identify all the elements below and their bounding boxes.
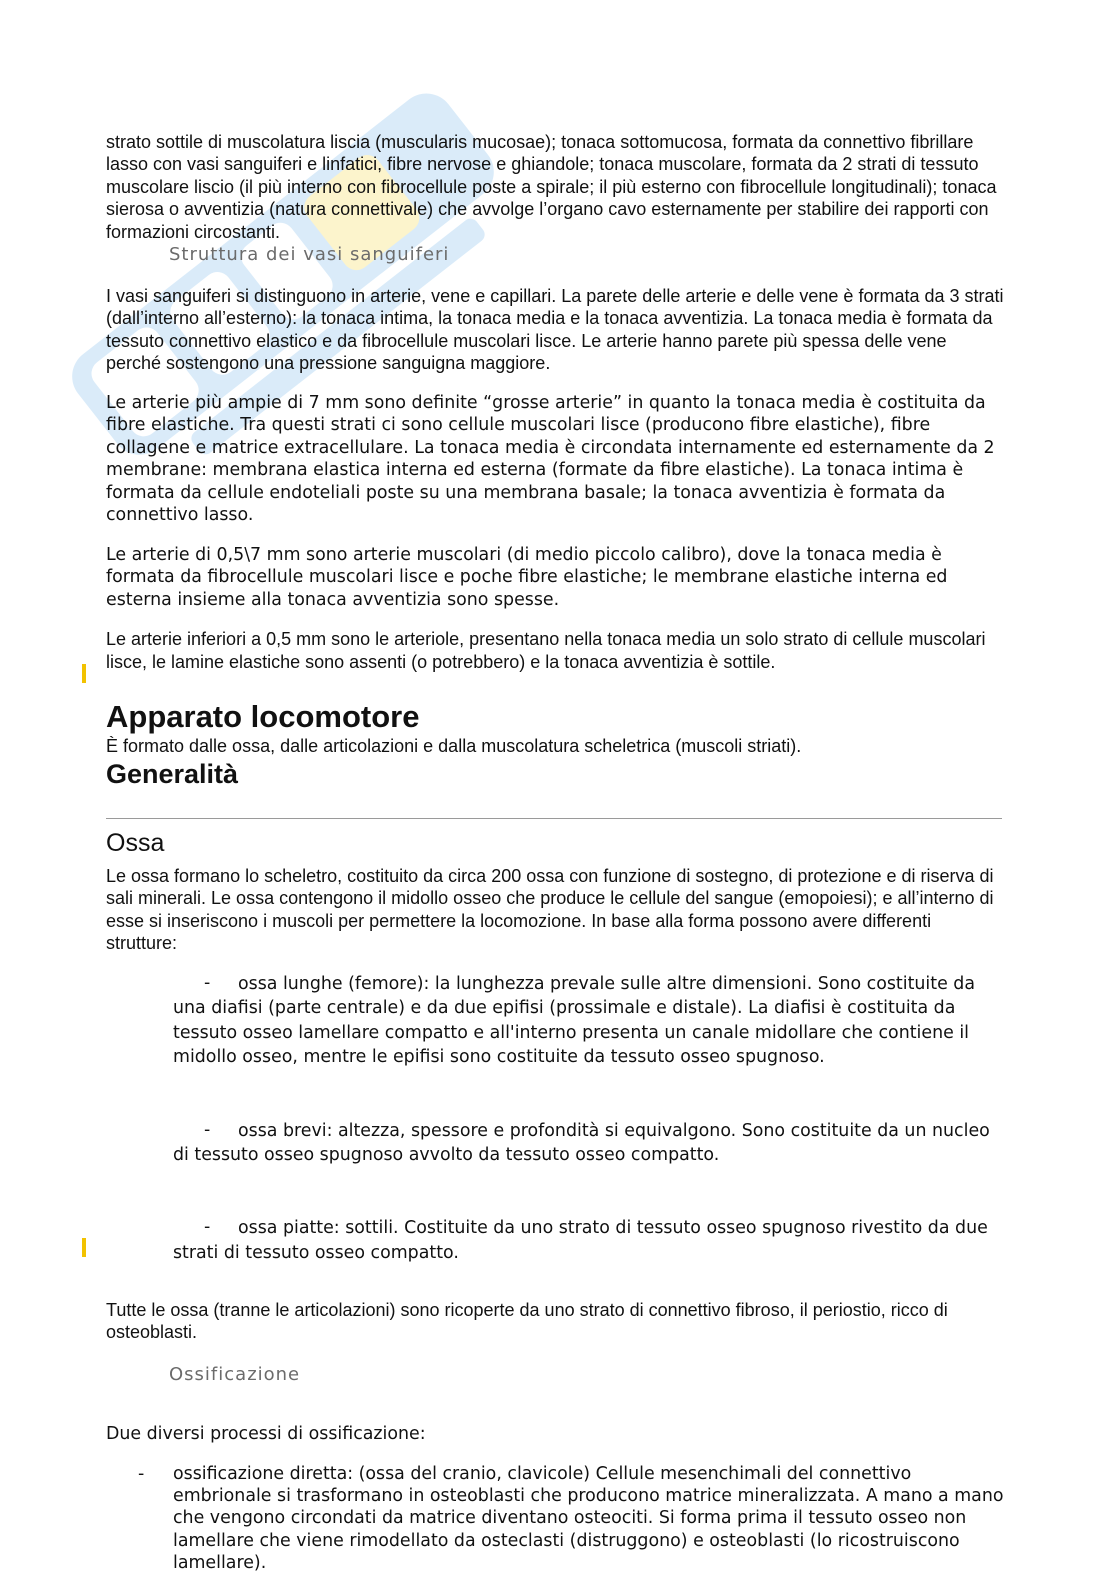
highlight-marker xyxy=(82,1238,86,1257)
intro-continuation: strato sottile di muscolatura liscia (muscularis mucosae); tonaca sottomucosa, formata da connettivo fibrillare lasso con vasi sanguiferi e linfatici, fibre nervose e ghiandole; tonaca muscolare, formata da 2 strati di tessuto muscolare liscio (il più interno con fibrocellule poste a spirale; il più esterno con fibrocellule longitudinali); tonaca sierosa o avventizia (natura connettivale) che avvolge l’organo cavo esternamente per stabilire dei rapporti con formazioni circostanti. xyxy=(106,132,997,242)
paragraph-vasi-2: Le arterie più ampie di 7 mm sono definite “grosse arterie” in quanto la tonaca media è costituita da fibre elastiche. Tra questi strati ci sono cellule muscolari lisce (producono fibre elastiche), fibre collagene e matrice extracellulare. La tonaca media è circondata internamente ed esternamente da 2 membrane: membrana elastica interna ed esterna (formate da fibre elastiche). La tonaca intima è formata da cellule endoteliali poste su una membrana basale; la tonaca avventizia è formata da connettivo lasso. xyxy=(106,393,995,526)
paragraph-vasi-1: I vasi sanguiferi si distinguono in arterie, vene e capillari. La parete delle arterie e delle vene è formata da 3 strati (dall’interno all’esterno): la tonaca intima, la tonaca media e la tonaca avventizia. La tonaca media è formata da tessuto connettivo elastico e da fibrocellule muscolari lisce. Le arterie hanno parete più spessa delle vene perché sostengono una pressione sanguigna maggiore. xyxy=(106,286,1004,374)
subheading-ossificazione: Ossificazione xyxy=(169,1364,301,1386)
subheading-vasi: Struttura dei vasi sanguiferi xyxy=(169,244,450,266)
section-title-ossa: Ossa xyxy=(106,828,165,857)
paragraph-ossa: Le ossa formano lo scheletro, costituito da circa 200 ossa con funzione di sostegno, di protezione e di riserva di sali minerali. Le ossa contengono il midollo osseo che produce le cellule del sangue (emopoiesi); e all’interno di esse si inseriscono i muscoli per permettere la locomozione. In base alla forma possono avere differenti strutture: xyxy=(106,865,994,953)
apparato-description: È formato dalle ossa, dalle articolazioni e dalla muscolatura scheletrica (muscoli striati). xyxy=(106,736,802,757)
paragraph-periostio: Tutte le ossa (tranne le articolazioni) sono ricoperte da uno strato di connettivo fibroso, il periostio, ricco di osteoblasti. xyxy=(106,1299,948,1343)
ossificazione-intro: Due diversi processi di ossificazione: xyxy=(106,1423,426,1444)
paragraph-vasi-4: Le arterie inferiori a 0,5 mm sono le arteriole, presentano nella tonaca media un solo strato di cellule muscolari lisce, le lamine elastiche sono assenti (o potrebbero) e la tonaca avventizia è sottile. xyxy=(106,629,986,672)
document-page xyxy=(106,131,1006,1592)
section-title-apparato: Apparato locomotore xyxy=(106,699,420,735)
list-item-ossa-piatte: - ossa piatte: sottili. Costituite da uno strato di tessuto osseo spugnoso rivestito da due strati di tessuto osseo compatto. xyxy=(173,1217,988,1263)
highlight-marker xyxy=(82,664,86,683)
list-item-ossificazione-diretta: - ossificazione diretta: (ossa del cranio, clavicole) Cellule mesenchimali del connettivo embrionale si trasformano in osteoblasti che producono matrice mineralizzata. A mano a mano che vengono circondati da matrice diventano osteociti. Si forma prima il tessuto osseo non lamellare che viene rimodellato da osteclasti (distruggono) e osteoblasti (lo ricostruiscono lamellare). xyxy=(138,1463,1004,1574)
list-item-ossa-lunghe: - ossa lunghe (femore): la lunghezza prevale sulle altre dimensioni. Sono costituite da una diafisi (parte centrale) e da due epifisi (prossimale e distale). La diafisi è costituita da tessuto osseo lamellare compatto e all'interno presenta un canale midollare che contiene il midollo osseo, mentre le epifisi sono costituite da tessuto osseo spugnoso. xyxy=(173,972,975,1068)
list-item-ossa-brevi: - ossa brevi: altezza, spessore e profondità si equivalgono. Sono costituite da un nucleo di tessuto osseo spugnoso avvolto da tessuto osseo compatto. xyxy=(173,1119,990,1165)
section-title-generalita: Generalità xyxy=(106,758,239,789)
paragraph-vasi-3: Le arterie di 0,5\7 mm sono arterie muscolari (di medio piccolo calibro), dove la tonaca media è formata da fibrocellule muscolari lisce e poche fibre elastiche; le membrane elastiche interna ed esterna insieme alla tonaca avventizia sono spesse. xyxy=(106,544,948,610)
